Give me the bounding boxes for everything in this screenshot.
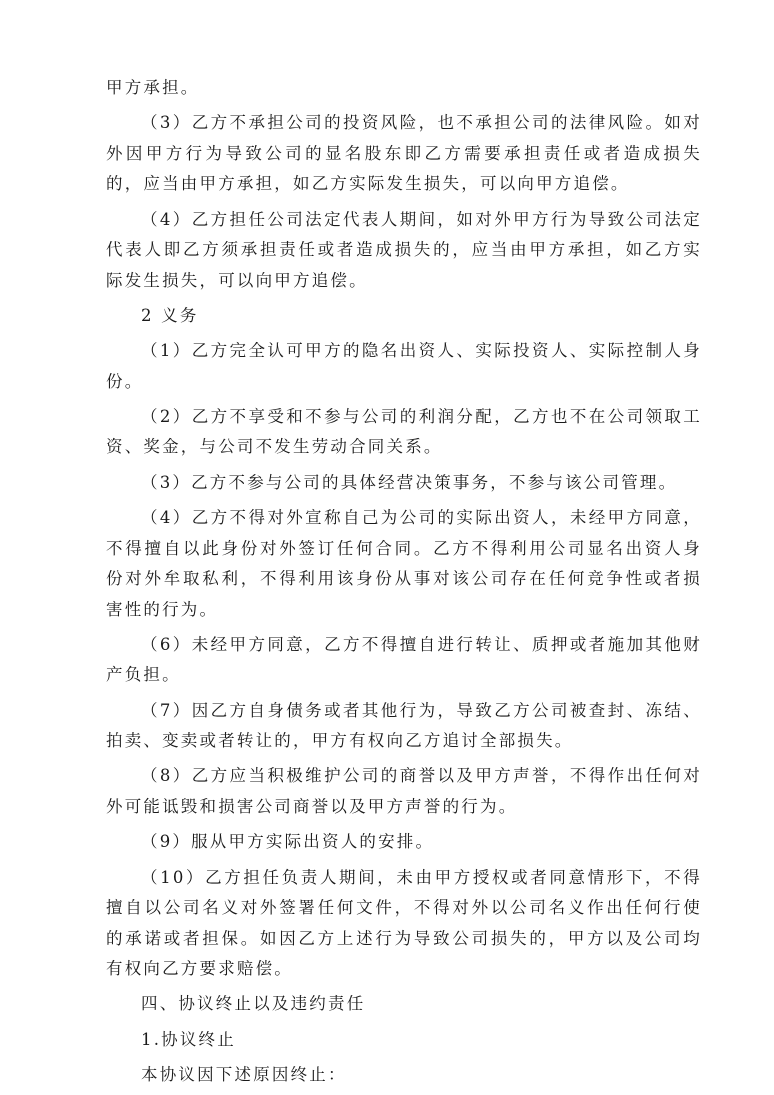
paragraph-obligation-4: （4）乙方不得对外宣称自己为公司的实际出资人，未经甲方同意，不得擅自以此身份对外签订任何合同。乙方不得利用公司显名出资人身份对外牟取私利，不得利用该身份从事对该公司存在任何竞争性或者损害性的行为。	[106, 508, 702, 619]
paragraph-right-3: （3）乙方不承担公司的投资风险，也不承担公司的法律风险。如对外因甲方行为导致公司的显名股东即乙方需要承担责任或者造成损失的，应当由甲方承担，如乙方实际发生损失，可以向甲方追偿。	[106, 113, 702, 194]
paragraph-termination-intro: 本协议因下述原因终止：	[141, 1064, 347, 1084]
paragraph-continuation: 甲方承担。	[106, 78, 200, 97]
paragraph-obligation-10: （10）乙方担任负责人期间，未由甲方授权或者同意情形下，不得擅自以公司名义对外签署任何文件，不得对外以公司名义作出任何行使的承诺或者担保。如因乙方上述行为导致公司损失的，甲方以及公司均有权向乙方要求赔偿。	[106, 867, 702, 979]
paragraph-obligation-6: （6）未经甲方同意，乙方不得擅自进行转让、质押或者施加其他财产负担。	[106, 634, 702, 685]
section-heading-obligations: 2 义务	[141, 305, 199, 325]
paragraph-obligation-2: （2）乙方不享受和不参与公司的利润分配，乙方也不在公司领取工资、奖金，与公司不发生劳动合同关系。	[106, 406, 702, 457]
paragraph-right-4: （4）乙方担任公司法定代表人期间，如对外甲方行为导致公司法定代表人即乙方须承担责任或者造成损失的，应当由甲方承担，如乙方实际发生损失，可以向甲方追偿。	[106, 209, 702, 290]
paragraph-obligation-1: （1）乙方完全认可甲方的隐名出资人、实际投资人、实际控制人身份。	[106, 341, 702, 391]
paragraph-obligation-7: （7）因乙方自身债务或者其他行为，导致乙方公司被查封、冻结、拍卖、变卖或者转让的，甲方有权向乙方追讨全部损失。	[106, 700, 702, 751]
paragraph-obligation-3: （3）乙方不参与公司的具体经营决策事务，不参与该公司管理。	[141, 472, 678, 492]
section-heading-termination: 四、协议终止以及违约责任	[141, 994, 366, 1014]
paragraph-obligation-9: （9）服从甲方实际出资人的安排。	[141, 832, 435, 852]
paragraph-obligation-8: （8）乙方应当积极维护公司的商誉以及甲方声誉，不得作出任何对外可能诋毁和损害公司商誉以及甲方声誉的行为。	[106, 766, 702, 816]
subsection-heading-termination: 1.协议终止	[141, 1029, 236, 1049]
